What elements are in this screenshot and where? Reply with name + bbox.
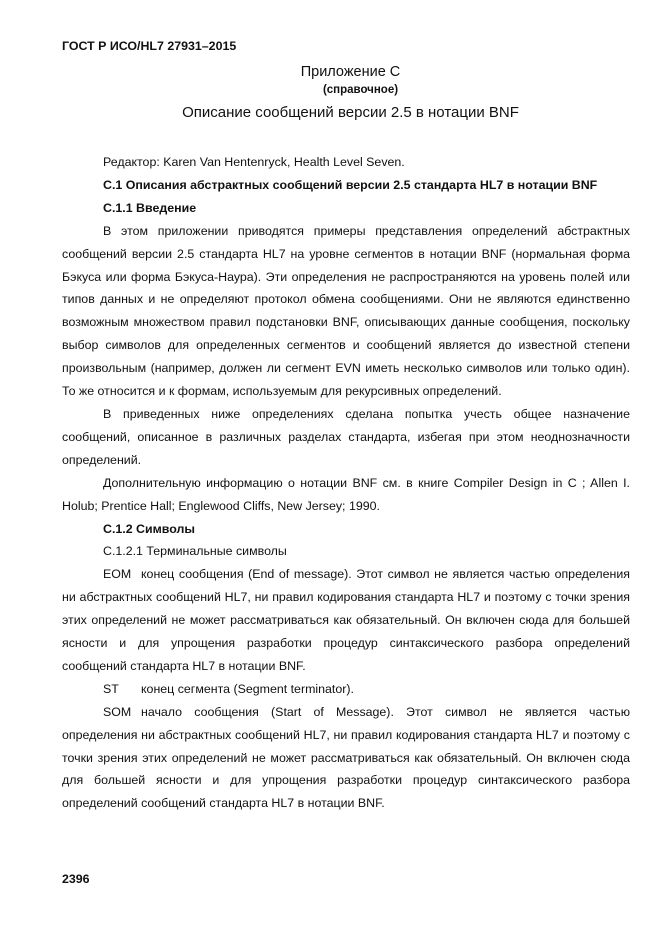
term-text: начало сообщения (Start of Message). Этот символ не является частью определения ни абстрактных сообщений HL7, ни правил кодирования стандарта HL7 и поэтому с точки зрения этих определений не может рассматриваться как обязательный. Он включен сюда для большей ясности и для упрощения разработки процедур синтаксического разбора определений сообщений стандарта HL7 в нотации BNF. [62, 704, 630, 811]
section-c121-heading: С.1.2.1 Терминальные символы [103, 544, 287, 559]
appendix-status: (справочное) [322, 84, 399, 96]
appendix-title: Приложение С [300, 64, 401, 80]
section-c1-heading: С.1 Описания абстрактных сообщений версии 2.5 стандарта HL7 в нотации BNF [103, 177, 598, 192]
term-definition-eom [62, 563, 630, 678]
term-label: EOM [103, 567, 132, 582]
term-label: SOM [103, 704, 132, 719]
page-number: 2396 [62, 872, 90, 886]
standard-header: ГОСТ Р ИСО/HL7 27931–2015 [62, 39, 237, 53]
intro-paragraph-2: В приведенных ниже определениях сделана попытка учесть общее назначение сообщений, описанное в различных разделах стандарта, избегая при этом неоднозначности определений. [62, 406, 630, 467]
intro-paragraph-1: В этом приложении приводятся примеры представления определений абстрактных сообщений версии 2.5 стандарта HL7 на уровне сегментов в нотации BNF (нормальная форма Бэкуса или форма Бэкуса-Наура). Эти определения не распространяются на уровень полей или типов данных и не определяют протокол обмена сообщениями. Они не являются единственно возможным множеством правил подстановки BNF, описывающих данные сообщения, поскольку выбор символов для определенных сегментов и сообщений является до известной степени произвольным (например, должен ли сегмент EVN иметь несколько символов или только один). То же относится и к формам, используемым для рекурсивных определений. [62, 223, 630, 399]
section-c11-heading: С.1.1 Введение [103, 200, 197, 215]
term-definition-som [62, 701, 630, 816]
editor-line: Редактор: Karen Van Hentenryck, Health Level Seven. [103, 155, 405, 169]
term-text: конец сегмента (Segment terminator). [141, 681, 354, 696]
term-label: ST [103, 681, 119, 696]
document-body [62, 151, 630, 815]
term-definition-st [62, 678, 630, 701]
appendix-heading: Описание сообщений версии 2.5 в нотации BNF [182, 104, 519, 121]
section-c12-heading: С.1.2 Символы [103, 521, 195, 536]
intro-paragraph-3: Дополнительную информацию о нотации BNF см. в книге Compiler Design in C ; Allen I. Holub; Prentice Hall; Englewood Cliffs, New Jersey; 1990. [62, 475, 630, 513]
term-text: конец сообщения (End of message). Этот символ не является частью определения ни абстрактных сообщений HL7, ни правил кодирования стандарта HL7 и поэтому с точки зрения этих определений не может рассматриваться как обязательный. Он включен сюда для большей ясности и для упрощения разработки процедур синтаксического разбора определений сообщений стандарта HL7 в нотации BNF. [62, 567, 630, 673]
